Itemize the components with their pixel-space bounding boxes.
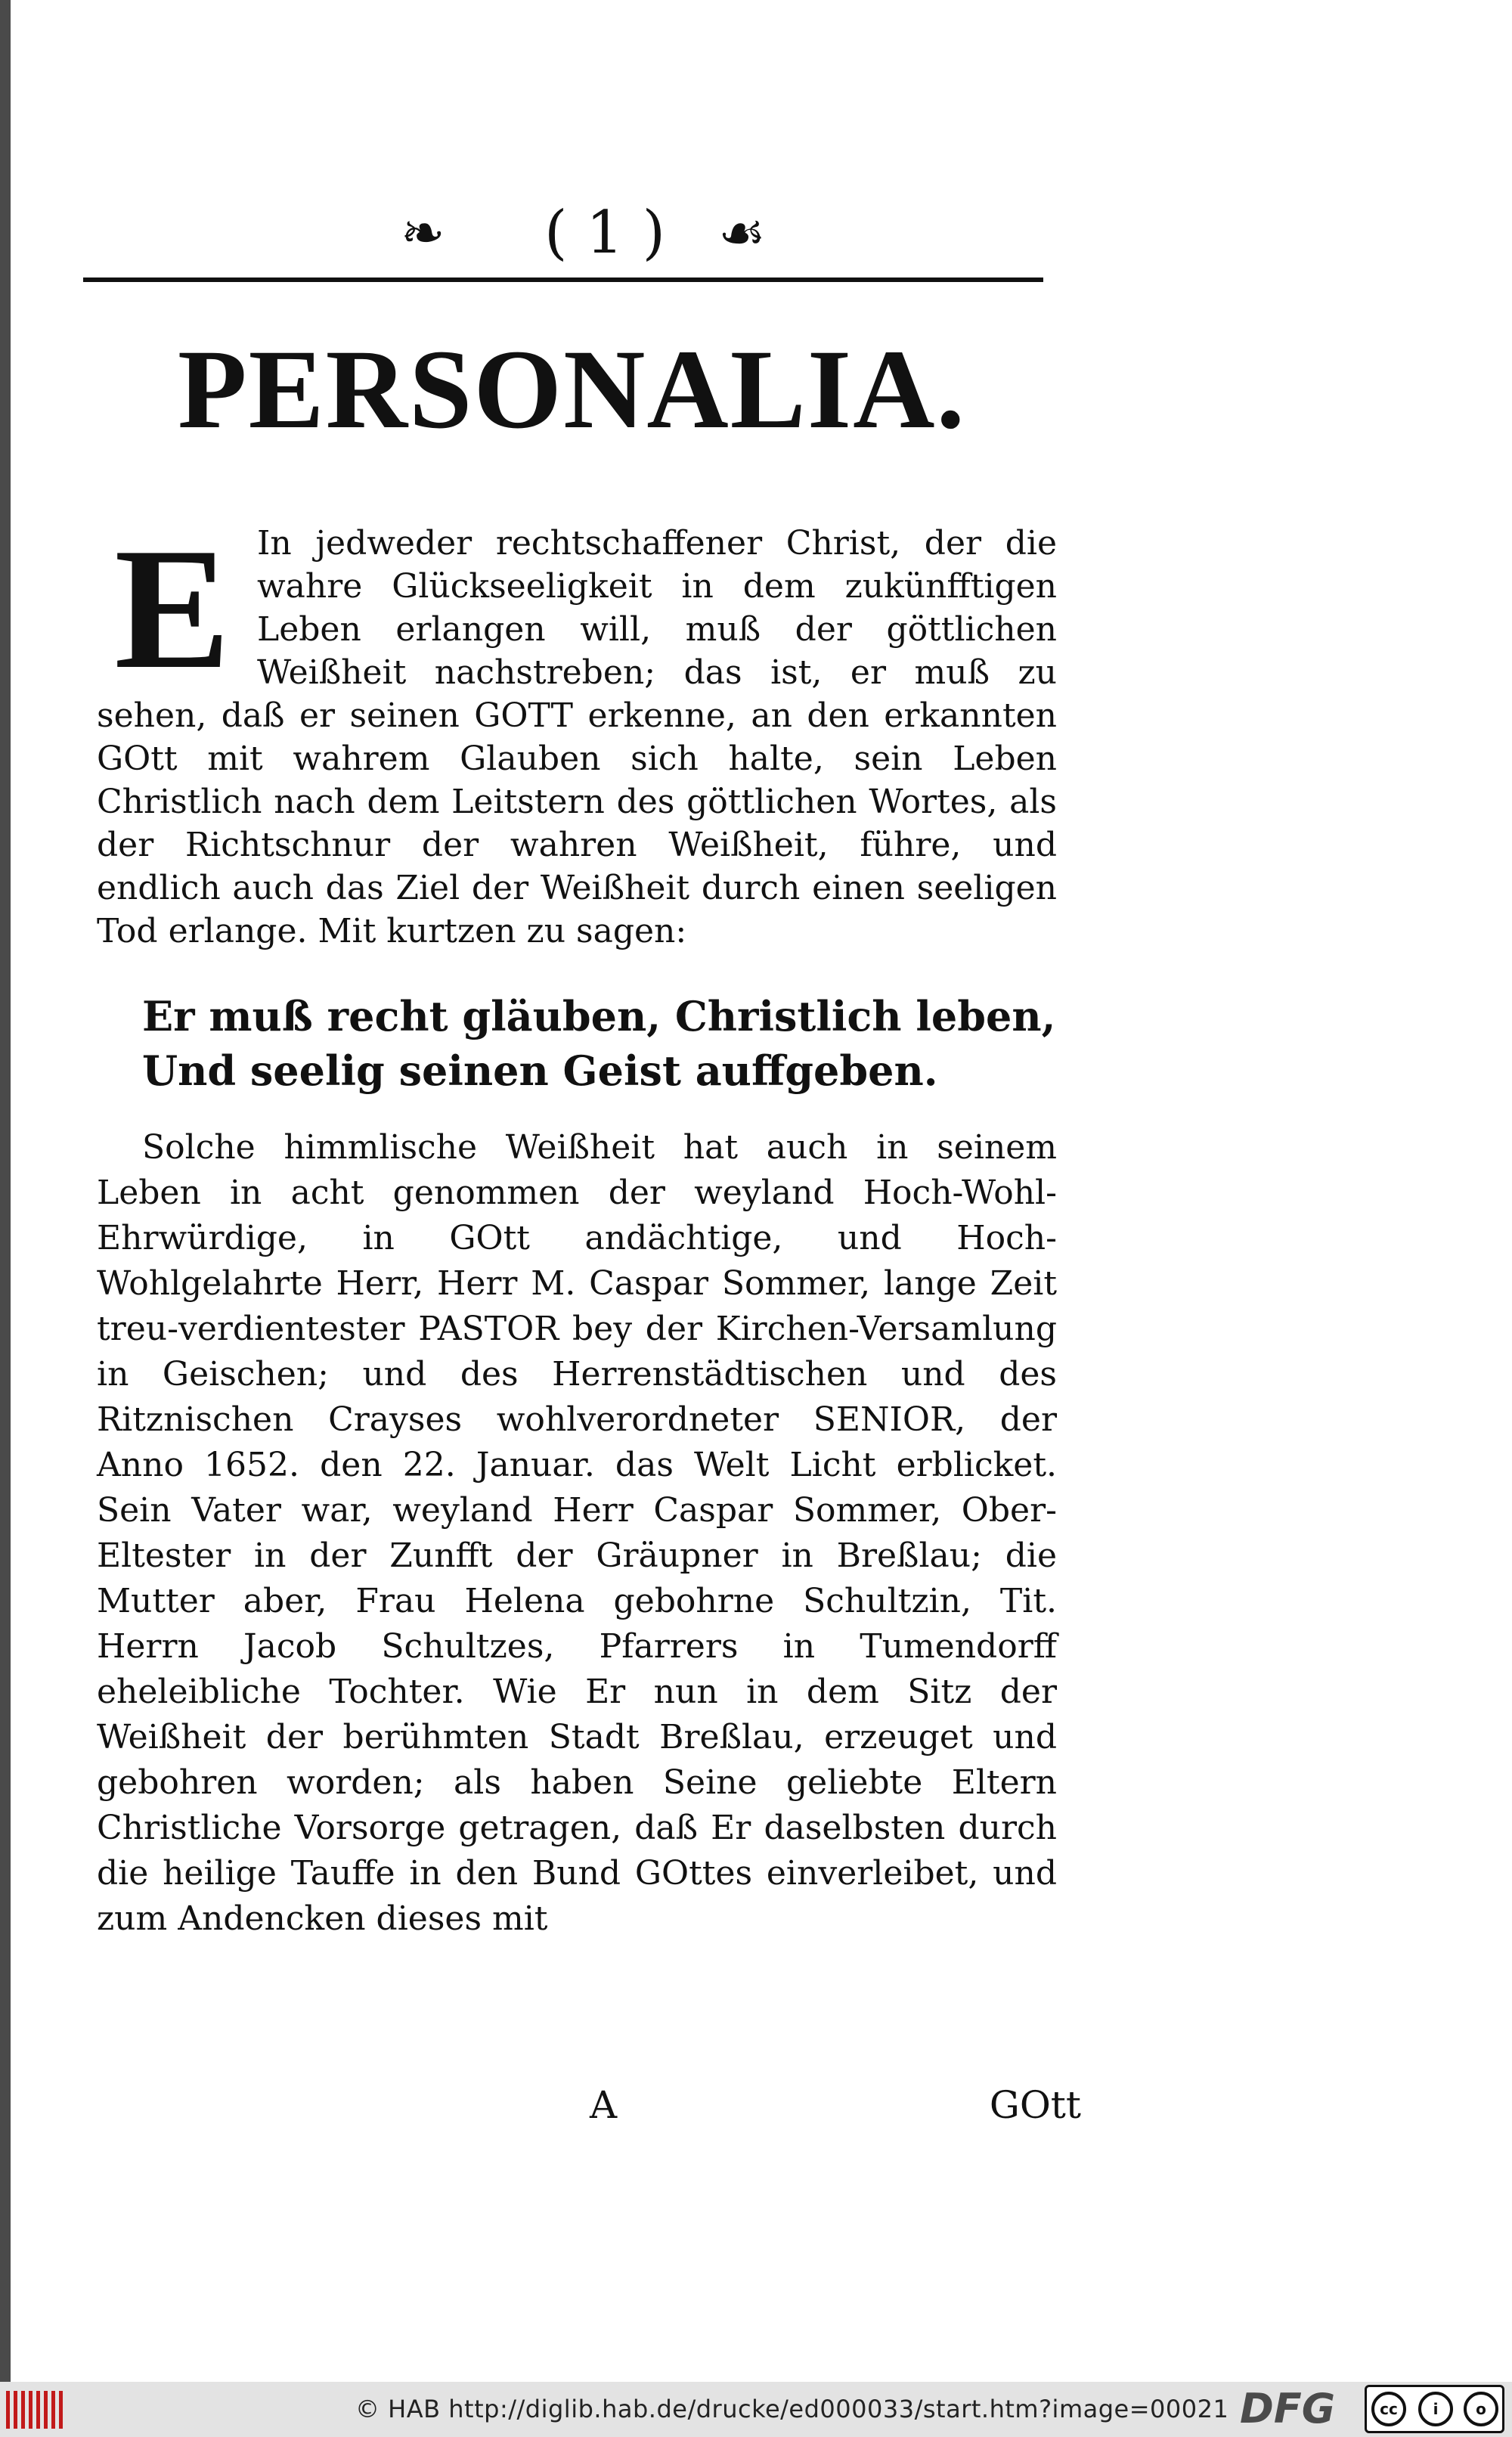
attribution-icon: i [1418, 2392, 1453, 2426]
drop-cap-initial: E [114, 512, 231, 705]
verse-line-2: Und seelig seinen Geist auffgeben. [142, 1046, 938, 1095]
page-title: PERSONALIA. [178, 327, 966, 452]
share-alike-icon: o [1464, 2392, 1498, 2426]
scan-left-edge [0, 0, 11, 2382]
header-rule [83, 277, 1043, 282]
copyright-link[interactable]: © HAB http://diglib.hab.de/drucke/ed000033/start.htm?image=00021 [355, 2395, 1229, 2423]
paragraph-intro [97, 512, 1057, 953]
cc-icon: cc [1371, 2392, 1406, 2426]
paragraph-intro-text: In jedweder rechtschaffener Christ, der die wahre Glückseeligkeit in dem zukünfftigen Leben erlangen will, muß der göttlichen Weißheit nachstreben; das ist, er muß zu sehen, daß er seinen GOTT erkenne, an den erkannten GOtt mit wahrem Glauben sich halte, sein Leben Christlich nach dem Leitstern des göttlichen Wortes, als der Richtschnur der wahren Weißheit, führe, und endlich auch das Ziel der Weißheit durch einen seeligen Tod erlange. Mit kurtzen zu sagen: [97, 524, 1057, 950]
paragraph-biography: Solche himmlische Weißheit hat auch in seinem Leben in acht genommen der weyland Hoch-Wohl-Ehrwürdige, in GOtt andächtige, und Hoch-Wohlgelahrte Herr, Herr M. Caspar Sommer, lange Zeit treu-verdientester PASTOR bey der Kirchen-Versamlung in Geischen; und des Herrenstädtischen und des Ritznischen Crayses wohlverordneter SENIOR, der Anno 1652. den 22. Januar. das Welt Licht erblicket. Sein Vater war, weyland Herr Caspar Sommer, Ober-Eltester in der Zunfft der Gräupner in Breßlau; die Mutter aber, Frau Helena gebohrne Schultzin, Tit. Herrn Jacob Schultzes, Pfarrers in Tumendorff eheleibliche Tochter. Wie Er nun in dem Sitz der Weißheit der berühmten Stadt Breßlau, erzeuget und gebohren worden; als haben Seine geliebte Eltern Christliche Vorsorge getragen, daß Er daselbsten durch die heilige Tauffe in den Bund GOttes einverleibet, und zum Andencken dieses mit [97, 1128, 1057, 1938]
cc-license-badge[interactable] [1365, 2385, 1504, 2433]
page-number: ( 1 ) [544, 199, 666, 267]
library-logo-icon [6, 2391, 67, 2429]
viewer-footer-bar [0, 2382, 1512, 2437]
right-ornament-icon: ☙ [718, 202, 766, 264]
dfg-logo: DFG [1240, 2385, 1336, 2432]
left-ornament-icon: ❧ [401, 202, 445, 264]
verse-line-1: Er muß recht gläuben, Christlich leben, [142, 992, 1056, 1040]
page-header [83, 193, 1043, 284]
catchword: GOtt [989, 2083, 1081, 2127]
body-text [97, 512, 1057, 1942]
signature-mark: A [590, 2083, 618, 2127]
page-footer [590, 2083, 1081, 2144]
verse-quote [142, 989, 1057, 1098]
